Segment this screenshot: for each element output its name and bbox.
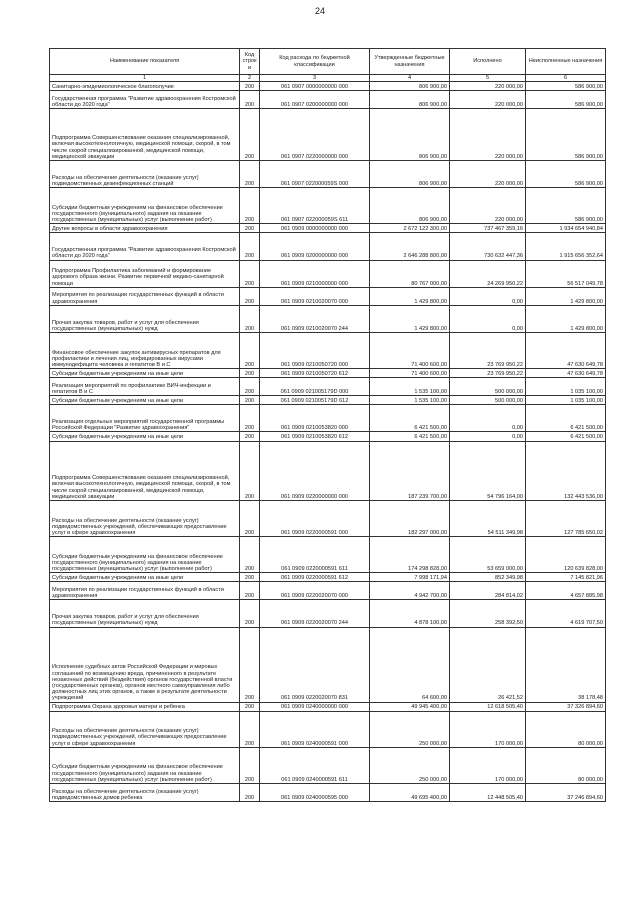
row-line-code-cell: 200 xyxy=(240,260,260,287)
row-unexecuted-cell: 1 035 100,00 xyxy=(526,378,606,396)
column-index-row xyxy=(50,75,606,82)
row-unexecuted-cell: 120 639 828,00 xyxy=(526,537,606,573)
table-row xyxy=(50,711,606,747)
header-indicator-name: Наименование показателя xyxy=(50,49,240,75)
row-budget-code-cell: 061 0909 0210053820 612 xyxy=(260,432,370,441)
row-unexecuted-cell: 37 326 894,60 xyxy=(526,702,606,711)
row-executed-cell: 170 000,00 xyxy=(450,747,526,783)
column-index: 1 xyxy=(50,75,240,82)
row-budget-code-cell: 061 0909 0240000595 000 xyxy=(260,784,370,802)
row-approved-cell: 806 900,00 xyxy=(370,109,450,161)
row-line-code-cell: 200 xyxy=(240,161,260,188)
row-budget-code-cell: 061 0909 0210000000 000 xyxy=(260,260,370,287)
row-unexecuted-cell: 6 421 500,00 xyxy=(526,432,606,441)
row-budget-code-cell: 061 0907 022000059S 611 xyxy=(260,188,370,224)
header-executed: Исполнено xyxy=(450,49,526,75)
row-line-code-cell: 200 xyxy=(240,396,260,405)
row-unexecuted-cell: 586 900,00 xyxy=(526,161,606,188)
table-row xyxy=(50,784,606,802)
row-unexecuted-cell: 1 429 800,00 xyxy=(526,287,606,305)
row-approved-cell: 806 900,00 xyxy=(370,91,450,109)
row-unexecuted-cell: 132 443 536,00 xyxy=(526,441,606,500)
row-executed-cell: 24 269 950,22 xyxy=(450,260,526,287)
row-approved-cell: 4 942 700,00 xyxy=(370,582,450,600)
row-unexecuted-cell: 4 619 707,50 xyxy=(526,600,606,627)
row-name-cell: Субсидии бюджетным учреждениям на финансовое обеспечение государственного (муниципального) задания на оказание государственных (муниципальных) услуг (выполнение работ) xyxy=(50,188,240,224)
row-line-code-cell: 200 xyxy=(240,432,260,441)
row-budget-code-cell: 061 0909 0210020070 000 xyxy=(260,287,370,305)
row-name-cell: Подпрограмма Совершенствование оказания специализированной, включая высокотехнологичную, медицинской помощи, скорой, в том числе скорой специализированной, медицинской помощи, медицинской эвакуации xyxy=(50,109,240,161)
row-line-code-cell: 200 xyxy=(240,627,260,702)
row-line-code-cell: 200 xyxy=(240,332,260,368)
row-approved-cell: 64 600,00 xyxy=(370,627,450,702)
row-executed-cell: 53 659 000,00 xyxy=(450,537,526,573)
row-name-cell: Мероприятия по реализации государственных функций в области здравоохранения xyxy=(50,287,240,305)
header-budget-code: Код расхода по бюджетной классификации xyxy=(260,49,370,75)
table-row xyxy=(50,305,606,332)
row-line-code-cell: 200 xyxy=(240,573,260,582)
row-line-code-cell: 200 xyxy=(240,188,260,224)
table-row xyxy=(50,500,606,536)
row-executed-cell: 0,00 xyxy=(450,405,526,432)
table-header-row xyxy=(50,49,606,75)
row-name-cell: Расходы на обеспечение деятельности (оказание услуг) подведомственных домов ребенка xyxy=(50,784,240,802)
row-unexecuted-cell: 38 178,48 xyxy=(526,627,606,702)
row-name-cell: Подпрограмма Охрана здоровья матери и ребенка xyxy=(50,702,240,711)
row-line-code-cell: 200 xyxy=(240,582,260,600)
row-unexecuted-cell: 37 246 894,60 xyxy=(526,784,606,802)
row-name-cell: Мероприятия по реализации государственных функций в области здравоохранения xyxy=(50,582,240,600)
row-name-cell: Подпрограмма Профилактика заболеваний и формирование здорового образа жизни. Развитие первичной медико-санитарной помощи xyxy=(50,260,240,287)
row-line-code-cell: 200 xyxy=(240,500,260,536)
row-name-cell: Государственная программа "Развитие здравоохранения Костромской области до 2020 года" xyxy=(50,233,240,260)
row-budget-code-cell: 061 0909 0240000000 000 xyxy=(260,702,370,711)
page-number: 24 xyxy=(314,6,325,16)
row-executed-cell: 23 769 950,22 xyxy=(450,369,526,378)
row-budget-code-cell: 061 0907 0200000000 000 xyxy=(260,91,370,109)
row-executed-cell: 500 000,00 xyxy=(450,396,526,405)
table-row xyxy=(50,91,606,109)
row-budget-code-cell: 061 0909 0240000591 000 xyxy=(260,711,370,747)
table-row xyxy=(50,287,606,305)
row-line-code-cell: 200 xyxy=(240,378,260,396)
column-index: 3 xyxy=(260,75,370,82)
row-budget-code-cell: 061 0909 0210020070 244 xyxy=(260,305,370,332)
row-line-code-cell: 200 xyxy=(240,711,260,747)
row-unexecuted-cell: 47 630 649,78 xyxy=(526,369,606,378)
table-row xyxy=(50,747,606,783)
table-row xyxy=(50,260,606,287)
row-budget-code-cell: 061 0909 0240000591 611 xyxy=(260,747,370,783)
row-unexecuted-cell: 4 657 885,98 xyxy=(526,582,606,600)
row-budget-code-cell: 061 0909 0210053820 000 xyxy=(260,405,370,432)
row-approved-cell: 4 878 100,00 xyxy=(370,600,450,627)
row-executed-cell: 220 000,00 xyxy=(450,91,526,109)
table-row xyxy=(50,369,606,378)
row-budget-code-cell: 061 0909 0220020070 000 xyxy=(260,582,370,600)
row-unexecuted-cell: 56 517 049,78 xyxy=(526,260,606,287)
row-name-cell: Другие вопросы в области здравоохранения xyxy=(50,224,240,233)
row-name-cell: Прочая закупка товаров, работ и услуг для обеспечения государственных (муниципальных) нужд xyxy=(50,600,240,627)
row-approved-cell: 1 535 100,00 xyxy=(370,378,450,396)
row-name-cell: Субсидии бюджетным учреждениям на финансовое обеспечение государственного (муниципального) задания на оказание государственных (муниципальных) услуг (выполнение работ) xyxy=(50,537,240,573)
row-budget-code-cell: 061 0909 0220000591 000 xyxy=(260,500,370,536)
table-row xyxy=(50,109,606,161)
row-line-code-cell: 200 xyxy=(240,747,260,783)
row-name-cell: Субсидии бюджетным учреждениям на иные цели xyxy=(50,396,240,405)
row-unexecuted-cell: 586 900,00 xyxy=(526,91,606,109)
row-budget-code-cell: 061 0909 0210050720 612 xyxy=(260,369,370,378)
row-unexecuted-cell: 1 429 800,00 xyxy=(526,305,606,332)
row-line-code-cell: 200 xyxy=(240,305,260,332)
column-index: 2 xyxy=(240,75,260,82)
row-name-cell: Расходы на обеспечение деятельности (оказание услуг) подведомственных дезинфекционных станций xyxy=(50,161,240,188)
row-approved-cell: 1 429 800,00 xyxy=(370,305,450,332)
row-unexecuted-cell: 80 000,00 xyxy=(526,711,606,747)
table-row xyxy=(50,600,606,627)
row-approved-cell: 49 945 400,00 xyxy=(370,702,450,711)
row-unexecuted-cell: 1 934 654 940,84 xyxy=(526,224,606,233)
row-unexecuted-cell: 586 900,00 xyxy=(526,188,606,224)
row-approved-cell: 71 400 600,00 xyxy=(370,369,450,378)
row-name-cell: Государственная программа "Развитие здравоохранения Костромской области до 2020 года" xyxy=(50,91,240,109)
table-row xyxy=(50,441,606,500)
row-unexecuted-cell: 6 421 500,00 xyxy=(526,405,606,432)
row-executed-cell: 12 448 505,40 xyxy=(450,784,526,802)
table-row xyxy=(50,405,606,432)
table-row xyxy=(50,233,606,260)
row-line-code-cell: 200 xyxy=(240,82,260,91)
row-line-code-cell: 200 xyxy=(240,600,260,627)
row-line-code-cell: 200 xyxy=(240,287,260,305)
row-name-cell: Санитарно-эпидемиологическое благополучие xyxy=(50,82,240,91)
row-budget-code-cell: 061 0907 0220000000 000 xyxy=(260,109,370,161)
row-name-cell: Субсидии бюджетным учреждениям на иные цели xyxy=(50,432,240,441)
row-name-cell: Финансовое обеспечение закупок антивирусных препаратов для профилактики и лечения лиц, инфицированных вирусами иммунодефицита человека и гепатитов В и С xyxy=(50,332,240,368)
row-approved-cell: 250 000,00 xyxy=(370,711,450,747)
row-line-code-cell: 200 xyxy=(240,369,260,378)
row-executed-cell: 500 000,00 xyxy=(450,378,526,396)
row-budget-code-cell: 061 0909 0220000591 612 xyxy=(260,573,370,582)
row-executed-cell: 170 000,00 xyxy=(450,711,526,747)
row-executed-cell: 0,00 xyxy=(450,287,526,305)
row-name-cell: Субсидии бюджетным учреждениям на иные цели xyxy=(50,369,240,378)
row-name-cell: Реализация мероприятий по профилактике ВИЧ-инфекции и гепатитов В и С xyxy=(50,378,240,396)
header-approved: Утвержденные бюджетные назначения xyxy=(370,49,450,75)
row-name-cell: Расходы на обеспечение деятельности (оказание услуг) подведомственных учреждений, обеспечивающих предоставление услуг в сфере здравоохранения xyxy=(50,711,240,747)
row-name-cell: Реализация отдельных мероприятий государственной программы Российской Федерации "Развитие здравоохранения" xyxy=(50,405,240,432)
row-unexecuted-cell: 1 035 100,00 xyxy=(526,396,606,405)
row-budget-code-cell: 061 0909 0000000000 000 xyxy=(260,224,370,233)
row-budget-code-cell: 061 0909 0220020070 244 xyxy=(260,600,370,627)
row-name-cell: Расходы на обеспечение деятельности (оказание услуг) подведомственных учреждений, обеспечивающих предоставление услуг в сфере здравоохранения xyxy=(50,500,240,536)
table-body xyxy=(50,82,606,802)
row-approved-cell: 250 000,00 xyxy=(370,747,450,783)
row-line-code-cell: 200 xyxy=(240,224,260,233)
row-approved-cell: 6 421 500,00 xyxy=(370,405,450,432)
row-budget-code-cell: 061 0909 021005179D 612 xyxy=(260,396,370,405)
row-executed-cell: 220 000,00 xyxy=(450,188,526,224)
column-index: 6 xyxy=(526,75,606,82)
row-unexecuted-cell: 586 900,00 xyxy=(526,82,606,91)
row-budget-code-cell: 061 0909 021005179D 000 xyxy=(260,378,370,396)
row-name-cell: Исполнение судебных актов Российской Федерации и мировых соглашений по возмещению вреда, причиненного в результате незаконных действий (бездействия) органов государственной власти (государственных органов), органов местного самоуправления либо должностных лиц этих органов, а также в результате деятельности учреждений xyxy=(50,627,240,702)
row-name-cell: Субсидии бюджетным учреждениям на финансовое обеспечение государственного (муниципального) задания на оказание государственных (муниципальных) услуг (выполнение работ) xyxy=(50,747,240,783)
row-unexecuted-cell: 7 145 821,96 xyxy=(526,573,606,582)
row-budget-code-cell: 061 0909 0200000000 000 xyxy=(260,233,370,260)
row-approved-cell: 1 535 100,00 xyxy=(370,396,450,405)
row-executed-cell: 284 814,02 xyxy=(450,582,526,600)
row-approved-cell: 71 400 600,00 xyxy=(370,332,450,368)
row-executed-cell: 220 000,00 xyxy=(450,161,526,188)
row-unexecuted-cell: 80 000,00 xyxy=(526,747,606,783)
budget-execution-table xyxy=(49,48,606,802)
row-line-code-cell: 200 xyxy=(240,405,260,432)
row-executed-cell: 54 796 164,00 xyxy=(450,441,526,500)
row-budget-code-cell: 061 0909 0220000000 000 xyxy=(260,441,370,500)
row-line-code-cell: 200 xyxy=(240,784,260,802)
row-executed-cell: 730 632 447,36 xyxy=(450,233,526,260)
row-approved-cell: 182 297 000,00 xyxy=(370,500,450,536)
row-approved-cell: 80 767 000,00 xyxy=(370,260,450,287)
row-approved-cell: 2 672 122 300,00 xyxy=(370,224,450,233)
table-row xyxy=(50,702,606,711)
row-unexecuted-cell: 586 900,00 xyxy=(526,109,606,161)
row-approved-cell: 806 900,00 xyxy=(370,161,450,188)
row-executed-cell: 0,00 xyxy=(450,432,526,441)
row-executed-cell: 258 392,50 xyxy=(450,600,526,627)
row-line-code-cell: 200 xyxy=(240,109,260,161)
row-line-code-cell: 200 xyxy=(240,91,260,109)
row-executed-cell: 737 467 359,16 xyxy=(450,224,526,233)
header-unexecuted: Неисполненные назначения xyxy=(526,49,606,75)
column-index: 4 xyxy=(370,75,450,82)
table-row xyxy=(50,537,606,573)
table-row xyxy=(50,224,606,233)
table-row xyxy=(50,582,606,600)
row-executed-cell: 0,00 xyxy=(450,305,526,332)
row-approved-cell: 7 998 171,94 xyxy=(370,573,450,582)
table-row xyxy=(50,627,606,702)
row-approved-cell: 2 646 288 800,00 xyxy=(370,233,450,260)
row-budget-code-cell: 061 0907 0000000000 000 xyxy=(260,82,370,91)
row-approved-cell: 187 239 700,00 xyxy=(370,441,450,500)
row-budget-code-cell: 061 0909 0210050720 000 xyxy=(260,332,370,368)
row-line-code-cell: 200 xyxy=(240,233,260,260)
table-row xyxy=(50,161,606,188)
table-row xyxy=(50,332,606,368)
table-row xyxy=(50,432,606,441)
row-executed-cell: 23 769 950,22 xyxy=(450,332,526,368)
row-executed-cell: 12 618 505,40 xyxy=(450,702,526,711)
row-name-cell: Прочая закупка товаров, работ и услуг для обеспечения государственных (муниципальных) нужд xyxy=(50,305,240,332)
row-line-code-cell: 200 xyxy=(240,702,260,711)
row-unexecuted-cell: 1 915 656 352,64 xyxy=(526,233,606,260)
row-executed-cell: 220 000,00 xyxy=(450,82,526,91)
row-executed-cell: 26 421,52 xyxy=(450,627,526,702)
row-budget-code-cell: 061 0909 0220020070 831 xyxy=(260,627,370,702)
table-row xyxy=(50,378,606,396)
header-line-code: Код строк и xyxy=(240,49,260,75)
table-row xyxy=(50,82,606,91)
row-approved-cell: 1 429 800,00 xyxy=(370,287,450,305)
row-executed-cell: 54 511 349,98 xyxy=(450,500,526,536)
row-line-code-cell: 200 xyxy=(240,441,260,500)
row-approved-cell: 806 900,00 xyxy=(370,82,450,91)
row-unexecuted-cell: 127 785 650,02 xyxy=(526,500,606,536)
table-row xyxy=(50,188,606,224)
row-name-cell: Субсидии бюджетным учреждениям на иные цели xyxy=(50,573,240,582)
row-approved-cell: 174 298 828,00 xyxy=(370,537,450,573)
row-budget-code-cell: 061 0909 0220000591 611 xyxy=(260,537,370,573)
row-name-cell: Подпрограмма Совершенствование оказания специализированной, включая высокотехнологичную, медицинской помощи, скорой, в том числе скорой специализированной, медицинской помощи, медицинской эвакуации xyxy=(50,441,240,500)
column-index: 5 xyxy=(450,75,526,82)
row-executed-cell: 852 349,98 xyxy=(450,573,526,582)
row-unexecuted-cell: 47 630 649,78 xyxy=(526,332,606,368)
row-approved-cell: 49 695 400,00 xyxy=(370,784,450,802)
row-approved-cell: 806 900,00 xyxy=(370,188,450,224)
table-row xyxy=(50,573,606,582)
table-row xyxy=(50,396,606,405)
row-line-code-cell: 200 xyxy=(240,537,260,573)
row-executed-cell: 220 000,00 xyxy=(450,109,526,161)
row-budget-code-cell: 061 0907 022000059S 000 xyxy=(260,161,370,188)
row-approved-cell: 6 421 500,00 xyxy=(370,432,450,441)
